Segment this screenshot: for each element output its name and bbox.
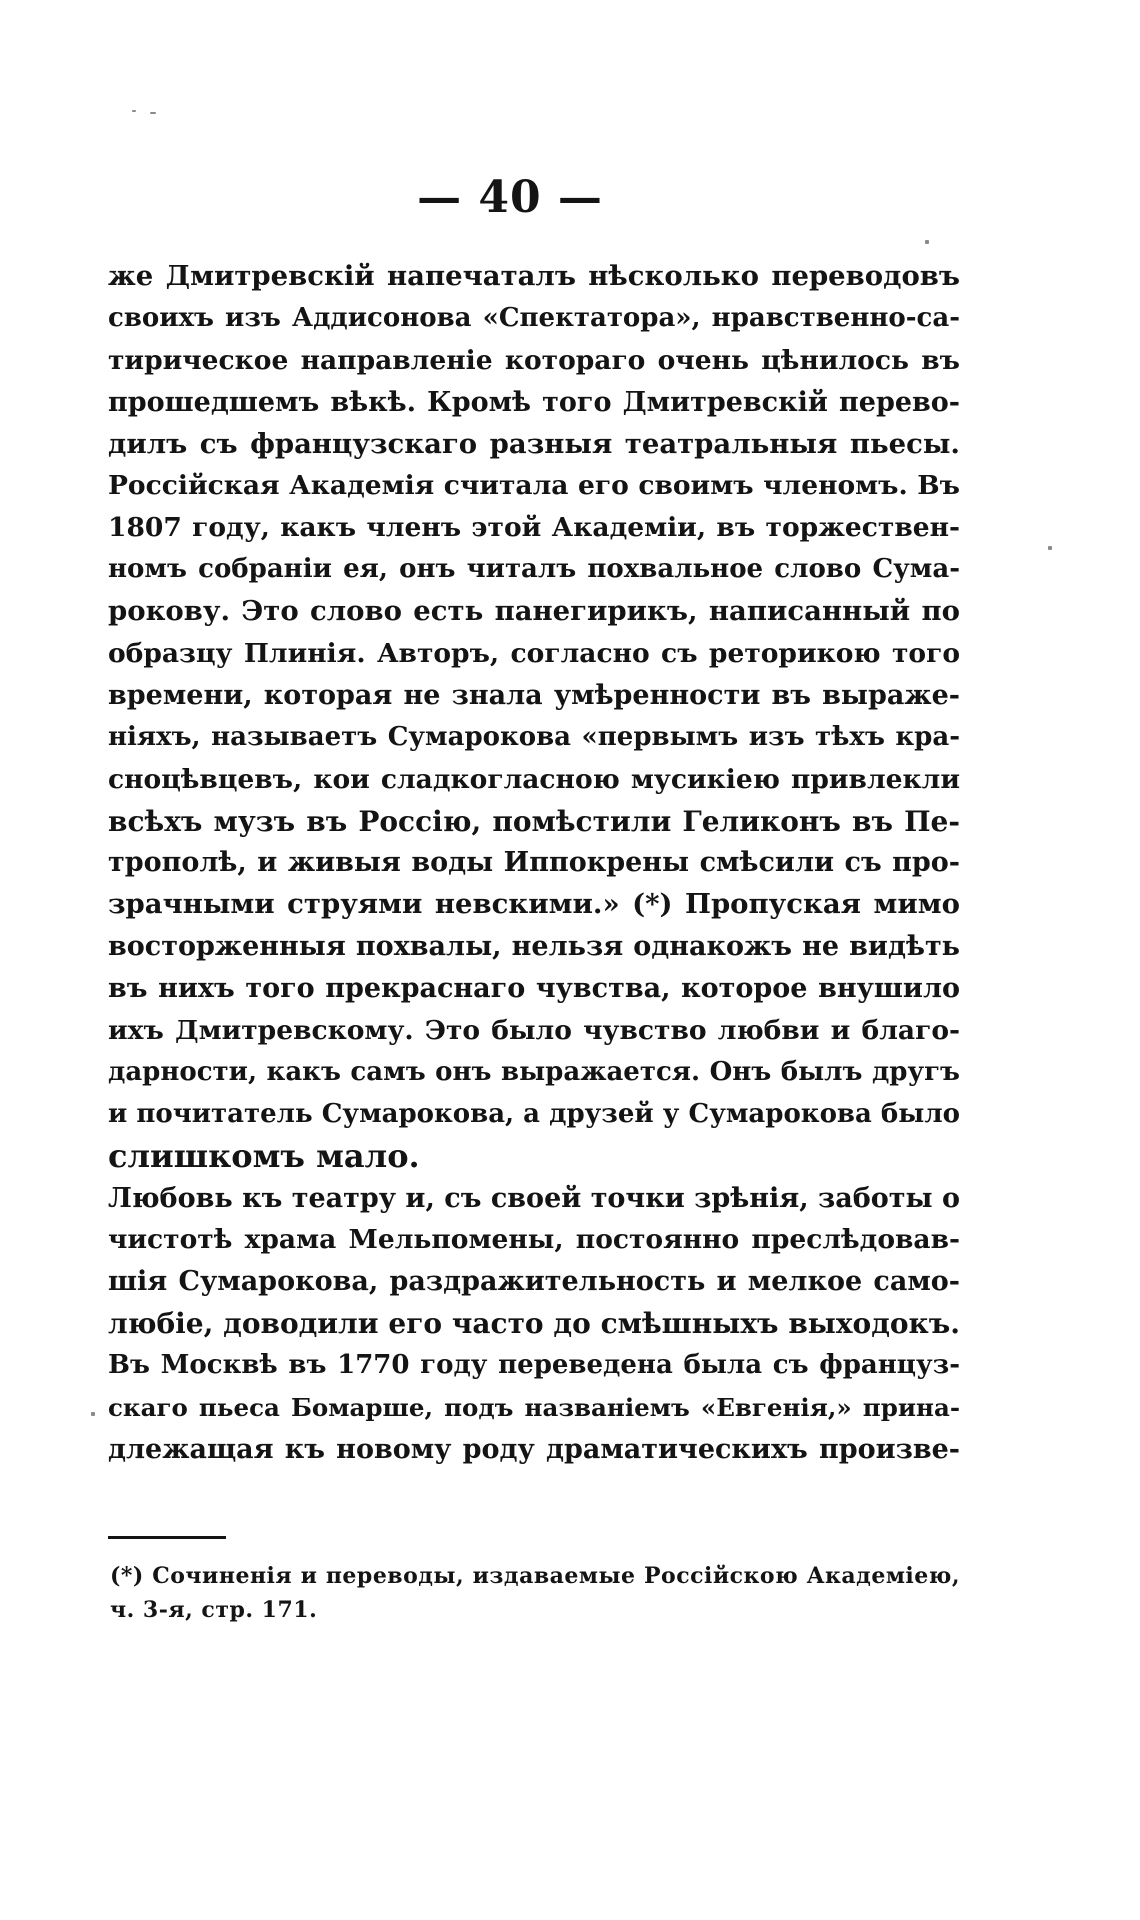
text-line: сноцѣвцевъ, кои сладкогласною мусикіею привлекли: [108, 763, 960, 795]
text-line: номъ собраніи ея, онъ читалъ похвальное слово Сума-: [108, 554, 960, 585]
text-line: образцу Плинія. Авторъ, согласно съ реторикою того: [108, 638, 960, 670]
scan-speck: [132, 110, 136, 112]
text-line: своихъ изъ Аддисонова «Спектатора», нравственно-са-: [108, 302, 960, 333]
text-line: же Дмитревскій напечаталъ нѣсколько переводовъ: [108, 260, 960, 292]
text-line: времени, которая не знала умѣренности въ выраже-: [108, 679, 960, 711]
text-line: прошедшемъ вѣкѣ. Кромѣ того Дмитревскій перево-: [108, 386, 960, 418]
text-line: въ нихъ того прекраснаго чувства, которое внушило: [108, 973, 960, 1005]
text-line: ихъ Дмитревскому. Это было чувство любви и благо-: [108, 1015, 960, 1047]
scan-speck: [925, 240, 929, 244]
scan-speck: [91, 1412, 95, 1416]
footnote-line: ч. 3-я, стр. 171.: [110, 1597, 318, 1623]
text-line: Любовь къ театру и, съ своей точки зрѣнія, заботы о: [108, 1182, 960, 1214]
paragraph-2: [108, 1178, 960, 1471]
paragraph-1: [108, 256, 960, 1178]
scan-speck: [1048, 546, 1052, 550]
page-number: — 40 —: [417, 172, 603, 223]
text-line: тирическое направленіе котораго очень цѣнилось въ: [108, 344, 960, 376]
text-line: трополѣ, и живыя воды Иппокрены смѣсили съ про-: [108, 847, 960, 879]
text-line: восторженныя похвалы, нельзя однакожъ не видѣть: [108, 931, 960, 963]
text-line: всѣхъ музъ въ Россію, помѣстили Геликонъ въ Пе-: [108, 804, 960, 838]
text-line: рокову. Это слово есть панегирикъ, написанный по: [108, 595, 960, 628]
footnote-divider: [108, 1536, 226, 1539]
text-line: 1807 году, какъ членъ этой Академіи, въ торжествен-: [108, 512, 960, 544]
text-line: ніяхъ, называетъ Сумарокова «первымъ изъ тѣхъ кра-: [108, 721, 960, 752]
text-line: дилъ съ французскаго разныя театральныя пьесы.: [108, 427, 960, 460]
text-line: любіе, доводили его часто до смѣшныхъ выходокъ.: [108, 1307, 960, 1341]
text-line: зрачными струями невскими.» (*) Пропуская мимо: [108, 888, 960, 921]
body-text: [108, 256, 960, 1471]
text-line: дарности, какъ самъ онъ выражается. Онъ былъ другъ: [108, 1056, 960, 1087]
text-line: шія Сумарокова, раздражительность и мелкое само-: [108, 1266, 960, 1298]
footnote-line: (*) Сочиненія и переводы, издаваемые Россійскою Академіею,: [110, 1563, 960, 1589]
text-line: Въ Москвѣ въ 1770 году переведена была съ француз-: [108, 1350, 960, 1381]
text-line: длежащая къ новому роду драматическихъ произве-: [108, 1433, 960, 1465]
text-line: скаго пьеса Бомарше, подъ названіемъ «Евгенія,» прина-: [108, 1393, 960, 1423]
text-line: и почитатель Сумарокова, а друзей у Сумарокова было: [108, 1098, 960, 1129]
scan-speck: [150, 112, 156, 114]
text-line: Россійская Академія считала его своимъ членомъ. Въ: [108, 470, 960, 502]
text-line: чистотѣ храма Мельпомены, постоянно преслѣдовав-: [108, 1224, 960, 1256]
text-line: слишкомъ мало.: [108, 1136, 420, 1175]
footnote: [110, 1559, 960, 1627]
